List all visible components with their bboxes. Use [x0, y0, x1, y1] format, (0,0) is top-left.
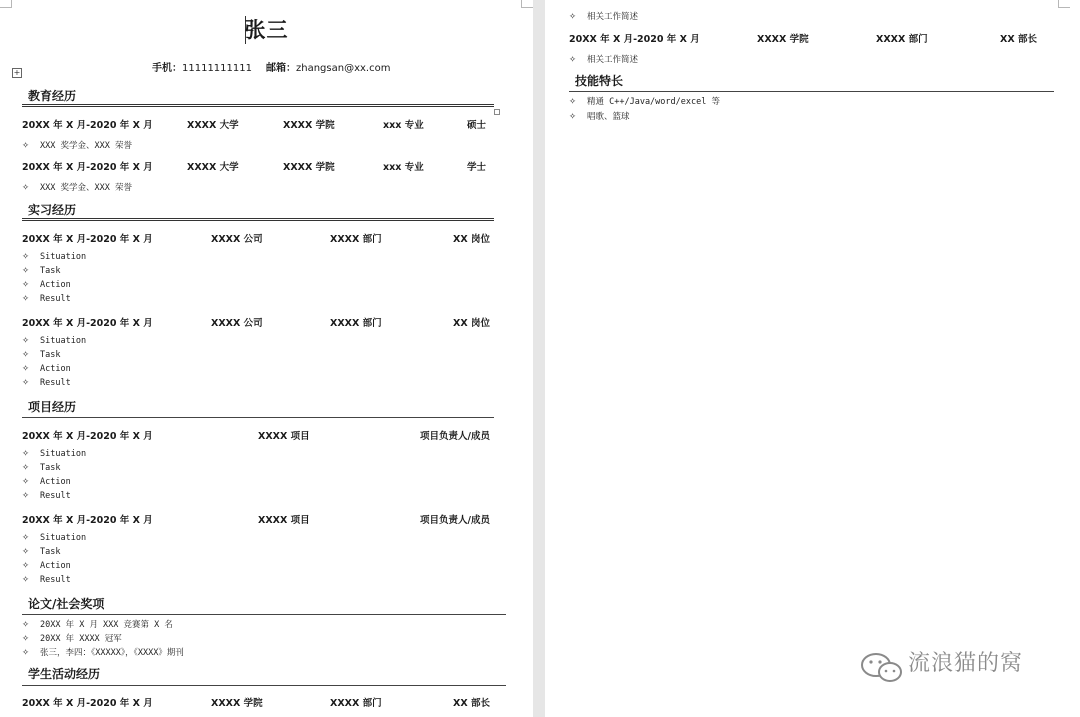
activity-dept[interactable]: XXXX 部门 [876, 34, 928, 45]
section-divider [22, 104, 494, 107]
resume-name[interactable]: 张三 [244, 18, 289, 42]
contact-phone[interactable]: 手机：11111111111 [152, 63, 252, 74]
diamond-bullet-icon: ✧ [22, 350, 30, 360]
diamond-bullet-icon: ✧ [22, 266, 30, 276]
table-resize-handle-icon[interactable] [494, 109, 500, 115]
activity-dept[interactable]: XXXX 部门 [330, 698, 382, 709]
diamond-bullet-icon: ✧ [569, 55, 577, 65]
activity-date[interactable]: 20XX 年 X 月-2020 年 X 月 [569, 34, 700, 45]
project-role[interactable]: 项目负责人/成员 [420, 431, 490, 442]
activity-college[interactable]: XXXX 学院 [211, 698, 263, 709]
intern-dept[interactable]: XXXX 部门 [330, 318, 382, 329]
diamond-bullet-icon: ✧ [22, 336, 30, 346]
list-item[interactable]: ✧ Task [22, 266, 61, 276]
section-title-papers[interactable]: 论文/社会奖项 [28, 597, 105, 611]
list-item[interactable]: ✧ Result [22, 491, 71, 501]
section-title-activities[interactable]: 学生活动经历 [28, 667, 101, 681]
intern-dept[interactable]: XXXX 部门 [330, 234, 382, 245]
list-item[interactable]: ✧ Situation [22, 252, 87, 262]
list-item[interactable]: ✧ Action [22, 364, 71, 374]
list-item[interactable]: ✧ Action [22, 561, 71, 571]
list-item[interactable]: ✧ Situation [22, 533, 87, 543]
intern-position[interactable]: XX 岗位 [453, 318, 490, 329]
section-title-internship[interactable]: 实习经历 [28, 203, 77, 217]
list-item[interactable]: ✧ Action [22, 280, 71, 290]
diamond-bullet-icon: ✧ [22, 575, 30, 585]
list-item[interactable]: ✧ Situation [22, 449, 87, 459]
diamond-bullet-icon: ✧ [22, 561, 30, 571]
list-item[interactable]: ✧ XXX 奖学金、XXX 荣誉 [22, 183, 132, 193]
diamond-bullet-icon: ✧ [22, 449, 30, 459]
list-item[interactable]: ✧ Action [22, 477, 71, 487]
project-name[interactable]: XXXX 项目 [258, 431, 310, 442]
list-item[interactable]: ✧ 20XX 年 X 月 XXX 竞赛第 X 名 [22, 620, 173, 630]
intern-company[interactable]: XXXX 公司 [211, 318, 263, 329]
diamond-bullet-icon: ✧ [22, 280, 30, 290]
project-date[interactable]: 20XX 年 X 月-2020 年 X 月 [22, 515, 153, 526]
activity-date[interactable]: 20XX 年 X 月-2020 年 X 月 [22, 698, 153, 709]
list-item[interactable]: ✧ Task [22, 547, 61, 557]
edu-major[interactable]: xxx 专业 [383, 120, 424, 131]
document-page-left [0, 0, 533, 717]
diamond-bullet-icon: ✧ [22, 648, 30, 658]
activity-position[interactable]: XX 部长 [1000, 34, 1037, 45]
list-item[interactable]: ✧ 相关工作简述 [569, 12, 639, 22]
diamond-bullet-icon: ✧ [22, 463, 30, 473]
edu-date[interactable]: 20XX 年 X 月-2020 年 X 月 [22, 120, 153, 131]
intern-date[interactable]: 20XX 年 X 月-2020 年 X 月 [22, 318, 153, 329]
list-item[interactable]: ✧ Result [22, 378, 71, 388]
document-page-right [545, 0, 1080, 717]
intern-date[interactable]: 20XX 年 X 月-2020 年 X 月 [22, 234, 153, 245]
diamond-bullet-icon: ✧ [22, 620, 30, 630]
project-role[interactable]: 项目负责人/成员 [420, 515, 490, 526]
activity-position[interactable]: XX 部长 [453, 698, 490, 709]
list-item[interactable]: ✧ 张三，李四：《XXXXX》，《XXXX》期刊 [22, 648, 184, 658]
list-item[interactable]: ✧ Result [22, 575, 71, 585]
diamond-bullet-icon: ✧ [22, 141, 30, 151]
list-item[interactable]: ✧ 相关工作简述 [569, 55, 639, 65]
diamond-bullet-icon: ✧ [22, 252, 30, 262]
list-item[interactable]: ✧ 20XX 年 XXXX 冠军 [22, 634, 122, 644]
list-item[interactable]: ✧ 精通 C++/Java/word/excel 等 [569, 97, 720, 107]
diamond-bullet-icon: ✧ [22, 634, 30, 644]
edu-college[interactable]: XXXX 学院 [283, 162, 335, 173]
section-divider [22, 417, 494, 418]
list-item[interactable]: ✧ 唱歌、篮球 [569, 112, 630, 122]
table-move-handle-icon[interactable]: + [13, 68, 21, 77]
page-corner-mark [1058, 0, 1070, 8]
section-divider [22, 614, 506, 615]
edu-degree[interactable]: 硕士 [467, 120, 487, 131]
project-date[interactable]: 20XX 年 X 月-2020 年 X 月 [22, 431, 153, 442]
list-item[interactable]: ✧ Situation [22, 336, 87, 346]
diamond-bullet-icon: ✧ [569, 97, 577, 107]
wechat-icon [858, 650, 906, 686]
diamond-bullet-icon: ✧ [22, 533, 30, 543]
diamond-bullet-icon: ✧ [22, 378, 30, 388]
list-item[interactable]: ✧ Task [22, 350, 61, 360]
edu-school[interactable]: XXXX 大学 [187, 120, 239, 131]
intern-company[interactable]: XXXX 公司 [211, 234, 263, 245]
diamond-bullet-icon: ✧ [22, 477, 30, 487]
activity-college[interactable]: XXXX 学院 [757, 34, 809, 45]
watermark-text: 流浪猫的窝 [908, 651, 1024, 676]
diamond-bullet-icon: ✧ [22, 294, 30, 304]
diamond-bullet-icon: ✧ [22, 364, 30, 374]
diamond-bullet-icon: ✧ [569, 112, 577, 122]
list-item[interactable]: ✧ Result [22, 294, 71, 304]
section-title-education[interactable]: 教育经历 [28, 89, 77, 103]
diamond-bullet-icon: ✧ [569, 12, 577, 22]
intern-position[interactable]: XX 岗位 [453, 234, 490, 245]
edu-date[interactable]: 20XX 年 X 月-2020 年 X 月 [22, 162, 153, 173]
contact-email[interactable]: 邮箱：zhangsan@xx.com [266, 63, 391, 74]
edu-degree[interactable]: 学士 [467, 162, 487, 173]
section-divider [569, 91, 1054, 92]
list-item[interactable]: ✧ XXX 奖学金、XXX 荣誉 [22, 141, 132, 151]
page-corner-mark [0, 0, 12, 8]
section-divider [22, 218, 494, 221]
section-title-skills[interactable]: 技能特长 [575, 74, 624, 88]
edu-college[interactable]: XXXX 学院 [283, 120, 335, 131]
page-corner-mark [521, 0, 533, 8]
diamond-bullet-icon: ✧ [22, 183, 30, 193]
section-divider [22, 685, 506, 686]
edu-school[interactable]: XXXX 大学 [187, 162, 239, 173]
project-name[interactable]: XXXX 项目 [258, 515, 310, 526]
diamond-bullet-icon: ✧ [22, 491, 30, 501]
section-title-projects[interactable]: 项目经历 [28, 400, 77, 414]
list-item[interactable]: ✧ Task [22, 463, 61, 473]
diamond-bullet-icon: ✧ [22, 547, 30, 557]
edu-major[interactable]: xxx 专业 [383, 162, 424, 173]
